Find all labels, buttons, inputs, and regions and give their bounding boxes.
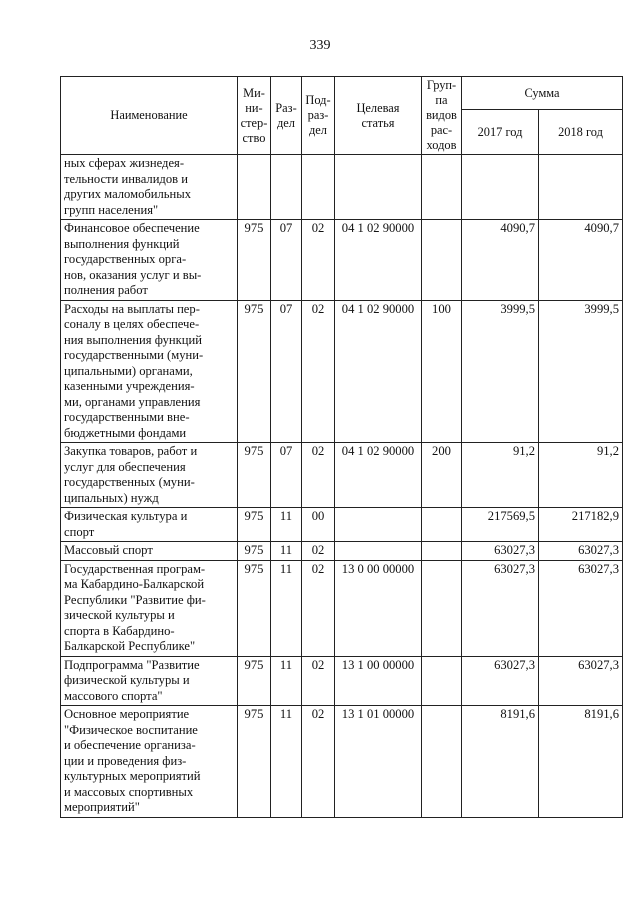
- row-ministry: 975: [238, 706, 271, 818]
- row-group: [422, 508, 462, 542]
- row-section: 11: [271, 508, 302, 542]
- row-subsection: [302, 155, 335, 220]
- row-section: 11: [271, 706, 302, 818]
- header-name: Наименование: [61, 77, 238, 155]
- row-group: [422, 542, 462, 561]
- row-group: 100: [422, 300, 462, 443]
- row-section: 07: [271, 443, 302, 508]
- row-target: 13 0 00 00000: [335, 560, 422, 656]
- row-target: 04 1 02 90000: [335, 443, 422, 508]
- row-amount-2018: 63027,3: [539, 560, 623, 656]
- table-row: [61, 560, 623, 656]
- row-ministry: 975: [238, 560, 271, 656]
- row-target: [335, 542, 422, 561]
- row-name: Государственная програм- ма Кабардино-Балкарской Республики "Развитие фи- зической культуры и спорта в Кабардино- Балкарской Республике": [61, 560, 238, 656]
- table-row: [61, 300, 623, 443]
- row-amount-2018: 217182,9: [539, 508, 623, 542]
- row-amount-2018: 4090,7: [539, 220, 623, 301]
- row-amount-2018: 91,2: [539, 443, 623, 508]
- row-amount-2017: 8191,6: [462, 706, 539, 818]
- row-subsection: 02: [302, 300, 335, 443]
- row-group: [422, 656, 462, 706]
- row-ministry: [238, 155, 271, 220]
- row-name: Закупка товаров, работ и услуг для обеспечения государственных (муни- ципальных) нужд: [61, 443, 238, 508]
- table-header: [61, 77, 623, 155]
- row-name: Подпрограмма "Развитие физической культуры и массового спорта": [61, 656, 238, 706]
- row-ministry: 975: [238, 300, 271, 443]
- row-group: [422, 706, 462, 818]
- table-body: [61, 155, 623, 818]
- row-group: [422, 155, 462, 220]
- header-year-2017: 2017 год: [462, 110, 539, 155]
- table-row: [61, 443, 623, 508]
- header-section: Раз- дел: [271, 77, 302, 155]
- row-amount-2017: 63027,3: [462, 656, 539, 706]
- row-section: 11: [271, 656, 302, 706]
- row-ministry: 975: [238, 443, 271, 508]
- row-section: 07: [271, 300, 302, 443]
- row-amount-2017: 63027,3: [462, 542, 539, 561]
- row-amount-2018: [539, 155, 623, 220]
- header-ministry: Ми- ни- стер- ство: [238, 77, 271, 155]
- row-amount-2017: 217569,5: [462, 508, 539, 542]
- budget-table: [60, 76, 623, 818]
- table-row: [61, 508, 623, 542]
- row-group: [422, 220, 462, 301]
- row-section: 11: [271, 560, 302, 656]
- row-subsection: 00: [302, 508, 335, 542]
- row-subsection: 02: [302, 542, 335, 561]
- row-target: [335, 508, 422, 542]
- row-amount-2017: [462, 155, 539, 220]
- row-ministry: 975: [238, 508, 271, 542]
- row-group: [422, 560, 462, 656]
- row-name: Массовый спорт: [61, 542, 238, 561]
- row-subsection: 02: [302, 220, 335, 301]
- row-amount-2017: 63027,3: [462, 560, 539, 656]
- row-amount-2018: 8191,6: [539, 706, 623, 818]
- header-sum: Сумма: [462, 77, 623, 110]
- row-group: 200: [422, 443, 462, 508]
- row-amount-2018: 3999,5: [539, 300, 623, 443]
- row-subsection: 02: [302, 706, 335, 818]
- row-target: 04 1 02 90000: [335, 300, 422, 443]
- row-target: [335, 155, 422, 220]
- header-year-2018: 2018 год: [539, 110, 623, 155]
- header-target: Целевая статья: [335, 77, 422, 155]
- row-target: 04 1 02 90000: [335, 220, 422, 301]
- row-subsection: 02: [302, 656, 335, 706]
- row-name: ных сферах жизнедея- тельности инвалидов и других маломобильных групп населения": [61, 155, 238, 220]
- row-amount-2018: 63027,3: [539, 656, 623, 706]
- row-ministry: 975: [238, 656, 271, 706]
- table-row: [61, 656, 623, 706]
- header-group: Груп- па видов рас- ходов: [422, 77, 462, 155]
- row-target: 13 1 01 00000: [335, 706, 422, 818]
- row-amount-2017: 91,2: [462, 443, 539, 508]
- row-section: [271, 155, 302, 220]
- table-row: [61, 155, 623, 220]
- table-row: [61, 542, 623, 561]
- row-section: 11: [271, 542, 302, 561]
- row-name: Расходы на выплаты пер- соналу в целях обеспече- ния выполнения функций государственными (муни- ципальными) органами, казенными учреждения- ми, органами управления государственными вне- бюджетными фондами: [61, 300, 238, 443]
- row-ministry: 975: [238, 220, 271, 301]
- row-amount-2018: 63027,3: [539, 542, 623, 561]
- row-section: 07: [271, 220, 302, 301]
- page-number: 339: [309, 38, 331, 53]
- table-row: [61, 220, 623, 301]
- row-ministry: 975: [238, 542, 271, 561]
- row-name: Основное мероприятие "Физическое воспитание и обеспечение организа- ции и проведения физ- культурных мероприятий и массовых спортивных мероприятий": [61, 706, 238, 818]
- row-name: Физическая культура и спорт: [61, 508, 238, 542]
- row-amount-2017: 4090,7: [462, 220, 539, 301]
- header-subsection: Под- раз- дел: [302, 77, 335, 155]
- row-subsection: 02: [302, 443, 335, 508]
- row-subsection: 02: [302, 560, 335, 656]
- row-target: 13 1 00 00000: [335, 656, 422, 706]
- row-amount-2017: 3999,5: [462, 300, 539, 443]
- table-row: [61, 706, 623, 818]
- row-name: Финансовое обеспечение выполнения функций государственных орга- нов, оказания услуг и вы- полнения работ: [61, 220, 238, 301]
